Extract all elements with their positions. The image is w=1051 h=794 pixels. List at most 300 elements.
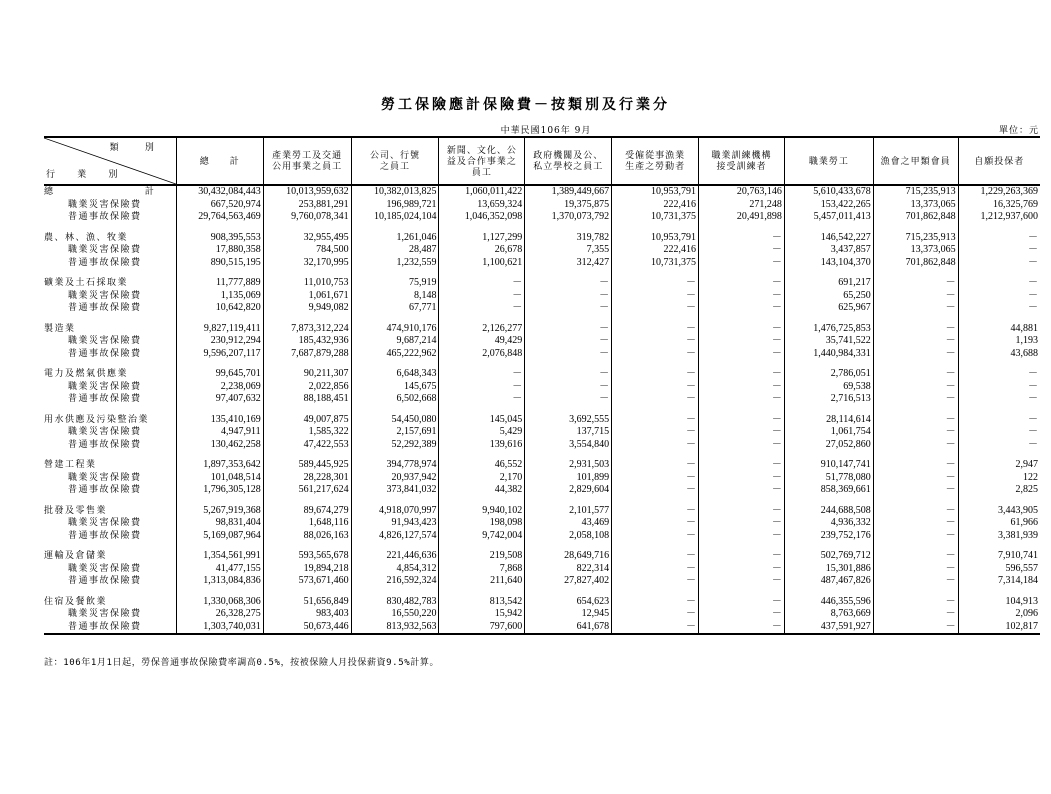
total-label-part: 計 xyxy=(144,187,154,197)
spacer-cell xyxy=(699,406,785,414)
value-cell: 75,919 xyxy=(351,277,439,290)
value-cell: 1,127,299 xyxy=(439,232,525,245)
header-row xyxy=(44,137,1040,185)
column-header-line: 之員工 xyxy=(379,161,410,171)
value-cell: 145,675 xyxy=(351,381,439,394)
spacer-cell xyxy=(439,542,525,550)
value-cell: 1,313,084,836 xyxy=(176,575,263,588)
value-cell: － xyxy=(612,484,699,497)
value-cell: － xyxy=(612,563,699,576)
spacer-cell xyxy=(263,269,351,277)
industry-row xyxy=(44,277,1040,290)
value-cell: 715,235,913 xyxy=(873,185,958,199)
value-cell: － xyxy=(612,393,699,406)
industry-label: 製造業 xyxy=(44,323,76,334)
premium-type-label: 普通事故保險費 xyxy=(68,485,142,495)
value-cell: － xyxy=(699,426,785,439)
premium-sub-row xyxy=(44,335,1040,348)
column-header-line: 私立學校之員工 xyxy=(533,161,604,171)
value-cell: 1,060,011,422 xyxy=(439,185,525,199)
row-spacer xyxy=(44,360,1040,368)
value-cell: 9,940,102 xyxy=(439,505,525,518)
report-period: 中華民國106年 9月 xyxy=(500,126,592,136)
spacer-cell xyxy=(439,406,525,414)
spacer-cell xyxy=(873,497,958,505)
value-cell: － xyxy=(439,302,525,315)
value-cell: 11,777,889 xyxy=(176,277,263,290)
spacer-cell xyxy=(351,224,439,232)
value-cell: 1,585,322 xyxy=(263,426,351,439)
value-cell: － xyxy=(699,439,785,452)
premium-type-label: 職業災害保險費 xyxy=(68,609,142,619)
value-cell: 12,945 xyxy=(525,608,612,621)
value-cell: 1,100,621 xyxy=(439,257,525,270)
value-cell: 7,873,312,224 xyxy=(263,323,351,336)
value-cell: 9,949,082 xyxy=(263,302,351,315)
value-cell: 10,013,959,632 xyxy=(263,185,351,199)
column-header-line: 職業訓練機構 xyxy=(711,150,772,160)
value-cell: 28,487 xyxy=(351,244,439,257)
value-cell: － xyxy=(958,381,1040,394)
value-cell: 446,355,596 xyxy=(784,596,873,609)
premium-sub-row xyxy=(44,621,1040,635)
value-cell: － xyxy=(699,302,785,315)
value-cell: － xyxy=(525,277,612,290)
value-cell: － xyxy=(439,368,525,381)
value-cell: － xyxy=(699,257,785,270)
premium-type-label: 普通事故保險費 xyxy=(68,439,142,450)
spacer-cell xyxy=(612,451,699,459)
premium-sub-row xyxy=(44,472,1040,485)
value-cell: － xyxy=(612,530,699,543)
industry-label: 營建工程業 xyxy=(44,460,97,470)
value-cell: 3,554,840 xyxy=(525,439,612,452)
premium-sub-row xyxy=(44,381,1040,394)
value-cell: 99,645,701 xyxy=(176,368,263,381)
spacer-cell xyxy=(44,224,176,232)
premium-type-label: 職業災害保險費 xyxy=(68,245,142,255)
value-cell: 1,440,984,331 xyxy=(784,348,873,361)
value-cell: 9,827,119,411 xyxy=(176,323,263,336)
premium-type-label: 職業災害保險費 xyxy=(68,381,142,392)
premium-type-label: 普通事故保險費 xyxy=(68,394,142,404)
spacer-cell xyxy=(263,315,351,323)
spacer-cell xyxy=(873,269,958,277)
column-header xyxy=(439,137,525,185)
value-cell: － xyxy=(873,517,958,530)
column-header-line: 新聞、文化、公 xyxy=(446,144,517,155)
value-cell: － xyxy=(699,608,785,621)
value-cell: 61,966 xyxy=(958,517,1040,530)
spacer-cell xyxy=(699,315,785,323)
footnote: 註：106年1月1日起，勞保普通事故保險費率調高0.5%，按被保險人月投保薪資9.5%計算。 xyxy=(44,658,440,668)
value-cell: 88,188,451 xyxy=(263,393,351,406)
value-cell: 1,061,754 xyxy=(784,426,873,439)
spacer-cell xyxy=(44,497,176,505)
value-cell: － xyxy=(873,277,958,290)
spacer-cell xyxy=(612,406,699,414)
value-cell: － xyxy=(699,459,785,472)
spacer-cell xyxy=(784,269,873,277)
row-spacer xyxy=(44,588,1040,596)
spacer-cell xyxy=(176,542,263,550)
spacer-cell xyxy=(351,406,439,414)
spacer-cell xyxy=(176,451,263,459)
spacer-cell xyxy=(784,224,873,232)
value-cell: 3,692,555 xyxy=(525,414,612,427)
spacer-cell xyxy=(44,451,176,459)
spacer-cell xyxy=(439,224,525,232)
spacer-cell xyxy=(958,224,1040,232)
spacer-cell xyxy=(351,497,439,505)
value-cell: 625,967 xyxy=(784,302,873,315)
value-cell: － xyxy=(699,277,785,290)
spacer-cell xyxy=(439,315,525,323)
value-cell: 10,953,791 xyxy=(612,232,699,245)
page-title: 勞工保險應計保險費－按類別及行業分 xyxy=(381,97,670,113)
value-cell: － xyxy=(612,621,699,635)
spacer-cell xyxy=(439,451,525,459)
total-row xyxy=(44,185,1040,199)
value-cell: 239,752,176 xyxy=(784,530,873,543)
row-spacer xyxy=(44,406,1040,414)
premium-sub-row xyxy=(44,608,1040,621)
spacer-cell xyxy=(525,406,612,414)
spacer-cell xyxy=(176,588,263,596)
value-cell: － xyxy=(699,596,785,609)
premium-type-label: 普通事故保險費 xyxy=(68,530,142,541)
spacer-cell xyxy=(439,588,525,596)
value-cell: 394,778,974 xyxy=(351,459,439,472)
value-cell: 130,462,258 xyxy=(176,439,263,452)
value-cell: 244,688,508 xyxy=(784,505,873,518)
value-cell: 196,989,721 xyxy=(351,199,439,212)
spacer-cell xyxy=(612,269,699,277)
value-cell: － xyxy=(873,381,958,394)
spacer-cell xyxy=(699,542,785,550)
value-cell: － xyxy=(873,302,958,315)
premium-table xyxy=(44,136,1040,635)
value-cell: 654,623 xyxy=(525,596,612,609)
industry-label: 礦業及土石採取業 xyxy=(44,278,129,288)
column-header-line: 益及合作事業之 xyxy=(446,155,517,166)
premium-sub-row xyxy=(44,302,1040,315)
premium-sub-row xyxy=(44,575,1040,588)
column-header xyxy=(351,137,439,185)
spacer-cell xyxy=(958,360,1040,368)
value-cell: 2,126,277 xyxy=(439,323,525,336)
value-cell: － xyxy=(873,439,958,452)
spacer-cell xyxy=(958,269,1040,277)
column-header xyxy=(525,137,612,185)
value-cell: 7,868 xyxy=(439,563,525,576)
value-cell: 9,687,214 xyxy=(351,335,439,348)
premium-sub-row xyxy=(44,563,1040,576)
value-cell: 101,048,514 xyxy=(176,472,263,485)
spacer-cell xyxy=(263,497,351,505)
value-cell: 19,894,218 xyxy=(263,563,351,576)
value-cell: － xyxy=(873,459,958,472)
value-cell: 910,147,741 xyxy=(784,459,873,472)
value-cell: － xyxy=(873,335,958,348)
value-cell: 28,228,301 xyxy=(263,472,351,485)
value-cell: 5,429 xyxy=(439,426,525,439)
value-cell: 2,931,503 xyxy=(525,459,612,472)
value-cell: 2,096 xyxy=(958,608,1040,621)
value-cell: 908,395,553 xyxy=(176,232,263,245)
premium-sub-row xyxy=(44,393,1040,406)
column-header-line: 漁會之甲類會員 xyxy=(880,155,951,166)
value-cell: 5,457,011,413 xyxy=(784,211,873,224)
value-cell: － xyxy=(699,368,785,381)
premium-type-label: 普通事故保險費 xyxy=(68,576,142,586)
column-header xyxy=(958,137,1040,185)
value-cell: － xyxy=(612,459,699,472)
spacer-cell xyxy=(351,542,439,550)
value-cell: 2,101,577 xyxy=(525,505,612,518)
value-cell: 98,831,404 xyxy=(176,517,263,530)
spacer-cell xyxy=(699,588,785,596)
value-cell: 596,557 xyxy=(958,563,1040,576)
value-cell: － xyxy=(525,335,612,348)
spacer-cell xyxy=(263,451,351,459)
value-cell: 26,678 xyxy=(439,244,525,257)
value-cell: － xyxy=(873,596,958,609)
value-cell: 9,596,207,117 xyxy=(176,348,263,361)
value-cell: 137,715 xyxy=(525,426,612,439)
value-cell: 13,659,324 xyxy=(439,199,525,212)
value-cell: 222,416 xyxy=(612,244,699,257)
value-cell: － xyxy=(958,244,1040,257)
value-cell: 101,899 xyxy=(525,472,612,485)
spacer-cell xyxy=(351,588,439,596)
value-cell: 2,786,051 xyxy=(784,368,873,381)
value-cell: 51,778,080 xyxy=(784,472,873,485)
column-header-line: 受僱從事漁業 xyxy=(625,150,686,160)
value-cell: 1,476,725,853 xyxy=(784,323,873,336)
value-cell: － xyxy=(873,505,958,518)
value-cell: 822,314 xyxy=(525,563,612,576)
value-cell: 1,648,116 xyxy=(263,517,351,530)
value-cell: － xyxy=(958,232,1040,245)
column-header-line: 生產之勞動者 xyxy=(625,161,686,171)
value-cell: 20,763,146 xyxy=(699,185,785,199)
value-cell: 7,355 xyxy=(525,244,612,257)
spacer-cell xyxy=(958,588,1040,596)
premium-type-label: 普通事故保險費 xyxy=(44,621,176,635)
spacer-cell xyxy=(351,315,439,323)
value-cell: 4,854,312 xyxy=(351,563,439,576)
spacer-cell xyxy=(784,315,873,323)
value-cell: 10,642,820 xyxy=(176,302,263,315)
spacer-cell xyxy=(176,360,263,368)
spacer-cell xyxy=(873,451,958,459)
spacer-cell xyxy=(784,451,873,459)
value-cell: 1,796,305,128 xyxy=(176,484,263,497)
value-cell: 10,382,013,825 xyxy=(351,185,439,199)
value-cell: 185,432,936 xyxy=(263,335,351,348)
value-cell: 487,467,826 xyxy=(784,575,873,588)
value-cell: 13,373,065 xyxy=(873,244,958,257)
spacer-cell xyxy=(873,224,958,232)
value-cell: 2,825 xyxy=(958,484,1040,497)
value-cell: － xyxy=(612,575,699,588)
spacer-cell xyxy=(784,542,873,550)
column-header-line: 自願投保者 xyxy=(974,155,1025,166)
value-cell: 10,731,375 xyxy=(612,257,699,270)
industry-label: 運輸及倉儲業 xyxy=(44,551,108,561)
value-cell: － xyxy=(699,232,785,245)
value-cell: 3,437,857 xyxy=(784,244,873,257)
value-cell: 4,947,911 xyxy=(176,426,263,439)
value-cell: 667,520,974 xyxy=(176,199,263,212)
row-spacer xyxy=(44,315,1040,323)
premium-type-label: 普通事故保險費 xyxy=(68,257,142,268)
spacer-cell xyxy=(439,269,525,277)
value-cell: 2,076,848 xyxy=(439,348,525,361)
spacer-cell xyxy=(525,360,612,368)
column-header-line: 總 計 xyxy=(199,155,240,166)
value-cell: 8,148 xyxy=(351,290,439,303)
value-cell: 641,678 xyxy=(525,621,612,635)
spacer-cell xyxy=(525,497,612,505)
value-cell: － xyxy=(958,290,1040,303)
value-cell: 49,429 xyxy=(439,335,525,348)
value-cell: 1,046,352,098 xyxy=(439,211,525,224)
value-cell: 573,671,460 xyxy=(263,575,351,588)
row-spacer xyxy=(44,451,1040,459)
column-header-line: 接受訓練者 xyxy=(716,161,767,171)
value-cell: － xyxy=(699,381,785,394)
value-cell: 28,649,716 xyxy=(525,550,612,563)
premium-type-label: 職業災害保險費 xyxy=(68,199,142,210)
value-cell: － xyxy=(525,368,612,381)
premium-sub-row xyxy=(44,484,1040,497)
spacer-cell xyxy=(873,406,958,414)
spacer-cell xyxy=(612,497,699,505)
value-cell: 813,542 xyxy=(439,596,525,609)
value-cell: 1,212,937,600 xyxy=(958,211,1040,224)
premium-sub-row xyxy=(44,530,1040,543)
spacer-cell xyxy=(176,269,263,277)
value-cell: 1,897,353,642 xyxy=(176,459,263,472)
premium-sub-row xyxy=(44,257,1040,270)
value-cell: － xyxy=(612,368,699,381)
value-cell: 8,763,669 xyxy=(784,608,873,621)
value-cell: 32,955,495 xyxy=(263,232,351,245)
value-cell: 28,114,614 xyxy=(784,414,873,427)
value-cell: 20,937,942 xyxy=(351,472,439,485)
value-cell: 7,314,184 xyxy=(958,575,1040,588)
value-cell: 32,170,995 xyxy=(263,257,351,270)
table-body xyxy=(44,185,1040,634)
column-header-line: 政府機關及公、 xyxy=(533,150,604,160)
value-cell: 4,936,332 xyxy=(784,517,873,530)
value-cell: － xyxy=(699,563,785,576)
value-cell: 43,688 xyxy=(958,348,1040,361)
value-cell: － xyxy=(525,302,612,315)
value-cell: － xyxy=(439,277,525,290)
value-cell: － xyxy=(873,323,958,336)
spacer-cell xyxy=(525,224,612,232)
spacer-cell xyxy=(525,451,612,459)
premium-sub-row xyxy=(44,244,1040,257)
value-cell: － xyxy=(699,517,785,530)
spacer-cell xyxy=(873,315,958,323)
value-cell: － xyxy=(873,426,958,439)
value-cell: 122 xyxy=(958,472,1040,485)
value-cell: 67,771 xyxy=(351,302,439,315)
industry-row xyxy=(44,550,1040,563)
value-cell: － xyxy=(612,335,699,348)
value-cell: － xyxy=(525,381,612,394)
value-cell: 6,648,343 xyxy=(351,368,439,381)
value-cell: － xyxy=(612,439,699,452)
value-cell: － xyxy=(873,472,958,485)
value-cell: － xyxy=(958,414,1040,427)
industry-row xyxy=(44,232,1040,245)
value-cell: 561,217,624 xyxy=(263,484,351,497)
value-cell: － xyxy=(958,277,1040,290)
premium-sub-row xyxy=(44,439,1040,452)
value-cell: 20,491,898 xyxy=(699,211,785,224)
value-cell: 813,932,563 xyxy=(351,621,439,635)
value-cell: － xyxy=(612,381,699,394)
spacer-cell xyxy=(351,360,439,368)
spacer-cell xyxy=(351,451,439,459)
spacer-cell xyxy=(699,451,785,459)
industry-label: 農、林、漁、牧業 xyxy=(44,232,129,243)
value-cell: 715,235,913 xyxy=(873,232,958,245)
value-cell: 43,469 xyxy=(525,517,612,530)
value-cell: 51,656,849 xyxy=(263,596,351,609)
spacer-cell xyxy=(612,224,699,232)
value-cell: 701,862,848 xyxy=(873,257,958,270)
value-cell: 1,370,073,792 xyxy=(525,211,612,224)
value-cell: － xyxy=(439,290,525,303)
value-cell: 502,769,712 xyxy=(784,550,873,563)
spacer-cell xyxy=(699,224,785,232)
spacer-cell xyxy=(525,542,612,550)
value-cell: 983,403 xyxy=(263,608,351,621)
column-header xyxy=(784,137,873,185)
premium-sub-row xyxy=(44,426,1040,439)
industry-label: 用水供應及污染整治業 xyxy=(44,414,150,425)
value-cell: － xyxy=(612,277,699,290)
header-corner xyxy=(44,137,176,185)
premium-sub-row xyxy=(44,348,1040,361)
value-cell: － xyxy=(699,484,785,497)
value-cell: 9,742,004 xyxy=(439,530,525,543)
value-cell: 2,716,513 xyxy=(784,393,873,406)
value-cell: 145,045 xyxy=(439,414,525,427)
value-cell: 253,881,291 xyxy=(263,199,351,212)
value-cell: 797,600 xyxy=(439,621,525,635)
spacer-cell xyxy=(44,315,176,323)
value-cell: 9,760,078,341 xyxy=(263,211,351,224)
value-cell: 2,022,856 xyxy=(263,381,351,394)
value-cell: 6,502,668 xyxy=(351,393,439,406)
value-cell: 15,301,886 xyxy=(784,563,873,576)
value-cell: 2,157,691 xyxy=(351,426,439,439)
column-header xyxy=(263,137,351,185)
value-cell: 701,862,848 xyxy=(873,211,958,224)
value-cell: 11,010,753 xyxy=(263,277,351,290)
spacer-cell xyxy=(784,588,873,596)
value-cell: － xyxy=(525,290,612,303)
spacer-cell xyxy=(958,451,1040,459)
value-cell: 97,407,632 xyxy=(176,393,263,406)
